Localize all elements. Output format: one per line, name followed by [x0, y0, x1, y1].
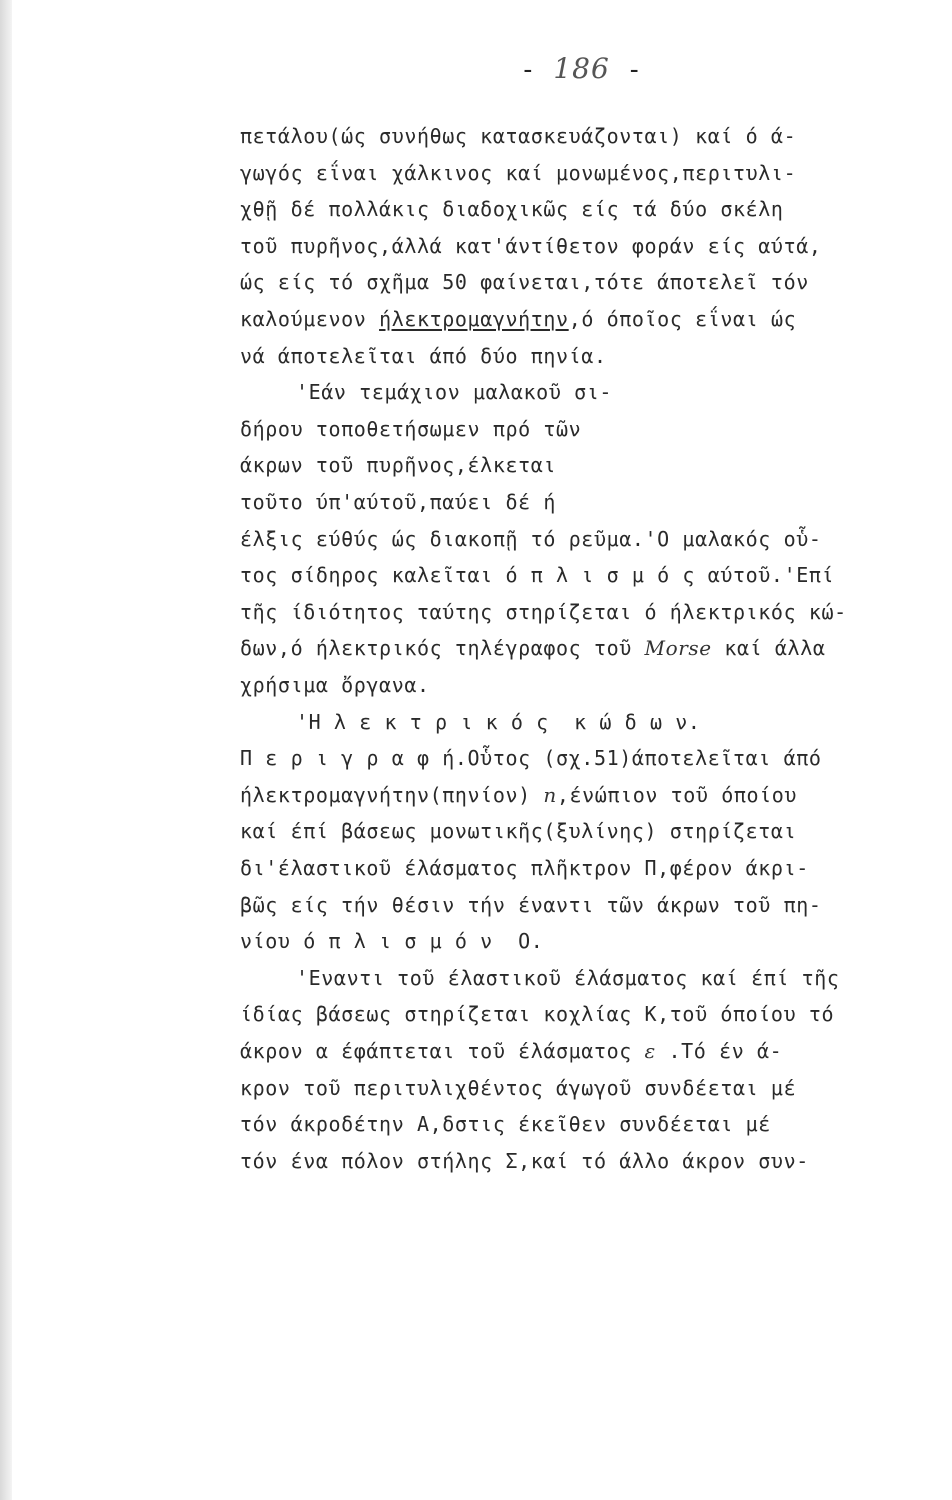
- text-line: δι'έλαστικοῦ έλάσματος πλῆκτρον Π,φέρον άκρι-: [240, 856, 809, 880]
- text-span: καλούμενον: [240, 307, 380, 331]
- text-line: τόν άκροδέτην Α,δστις έκεῖθεν συνδέεται μέ: [240, 1112, 771, 1137]
- text-span: ,ένώπιον τοῦ όποίου: [556, 782, 798, 807]
- text-line: [240, 306, 900, 332]
- text-line: δήρου τοποθετήσωμεν πρό τῶν: [240, 416, 582, 441]
- text-line: [240, 1038, 900, 1064]
- text-line: πετάλου(ώς συνήθως κατασκευάζονται) καί ό ά-: [240, 124, 797, 148]
- handwritten-insert: Morse: [644, 636, 712, 661]
- text-line: ώς είς τό σχῆμα 50 φαίνεται,τότε άποτελεῖ τόν: [240, 270, 809, 295]
- underlined-term: ήλεκτρομαγνήτην: [379, 307, 569, 331]
- text-line: 'Εάν τεμάχιον μαλακοῦ σι-: [296, 380, 613, 405]
- text-line: τος σίδηρος καλεῖται ό π λ ι σ μ ό ς αύτοῦ.'Επί: [240, 563, 835, 588]
- text-line: κρον τοῦ περιτυλιχθέντος άγωγοῦ συνδέεται μέ: [240, 1075, 797, 1100]
- scan-edge: [0, 0, 12, 1500]
- text-line: Π ε ρ ι γ ρ α φ ή.Οὗτος (σχ.51)άποτελεῖται άπό: [240, 746, 822, 771]
- text-line: 'Εναντι τοῦ έλαστικοῦ έλάσματος καί έπί τῆς: [296, 965, 840, 990]
- text-span: ,ό όποῖος εΐναι ώς: [568, 307, 797, 331]
- page-number-suffix: -: [609, 55, 644, 85]
- section-heading: 'Η λ ε κ τ ρ ι κ ό ς κ ώ δ ω ν.: [296, 709, 701, 734]
- text-line: τόν ένα πόλον στήλης Σ,καί τό άλλο άκρον συν-: [240, 1148, 809, 1173]
- page-number-handwritten: 186: [553, 52, 610, 85]
- text-span: .Τό έν ά-: [655, 1039, 783, 1063]
- page-number-prefix: -: [520, 55, 554, 85]
- text-line: έλξις εύθύς ώς διακοπῇ τό ρεῦμα.'Ο μαλακός οὗ-: [240, 526, 822, 551]
- text-span: άκρον α έφάπτεται τοῦ έλάσματος: [240, 1039, 645, 1063]
- page-number: [520, 52, 680, 85]
- text-line: βῶς είς τήν θέσιν τήν έναντι τῶν άκρων τοῦ πη-: [240, 892, 822, 917]
- text-line: γωγός εΐναι χάλκινος καί μονωμένος,περιτυλι-: [240, 160, 797, 185]
- text-line: [240, 782, 900, 808]
- text-line: καί έπί βάσεως μονωτικῆς(ξυλίνης) στηρίζεται: [240, 819, 797, 844]
- text-line: ίδίας βάσεως στηρίζεται κοχλίας Κ,τοῦ όποίου τό: [240, 1002, 835, 1027]
- text-line: νά άποτελεῖται άπό δύο πηνία.: [240, 343, 607, 368]
- text-line: τοῦτο ύπ'αύτοῦ,παύει δέ ή: [240, 490, 557, 514]
- text-line: άκρων τοῦ πυρῆνος,έλκεται: [240, 453, 557, 478]
- text-line: τοῦ πυρῆνος,άλλά κατ'άντίθετον φοράν είς αύτά,: [240, 233, 822, 258]
- text-line: νίου ό π λ ι σ μ ό ν Ο.: [240, 929, 544, 954]
- text-line: χρήσιμα ὄργανα.: [240, 673, 430, 697]
- text-span: καί άλλα: [711, 636, 826, 661]
- handwritten-insert: n: [543, 782, 557, 807]
- text-line: χθῇ δέ πολλάκις διαδοχικῶς είς τά δύο σκέλη: [240, 197, 784, 222]
- text-span: ήλεκτρομαγνήτην(πηνίον): [240, 782, 544, 807]
- text-line: [240, 635, 900, 661]
- handwritten-insert: ε: [644, 1039, 656, 1063]
- text-line: τῆς ίδιότητος ταύτης στηρίζεται ό ήλεκτρικός κώ-: [240, 599, 847, 624]
- text-span: δων,ό ήλεκτρικός τηλέγραφος τοῦ: [240, 636, 645, 661]
